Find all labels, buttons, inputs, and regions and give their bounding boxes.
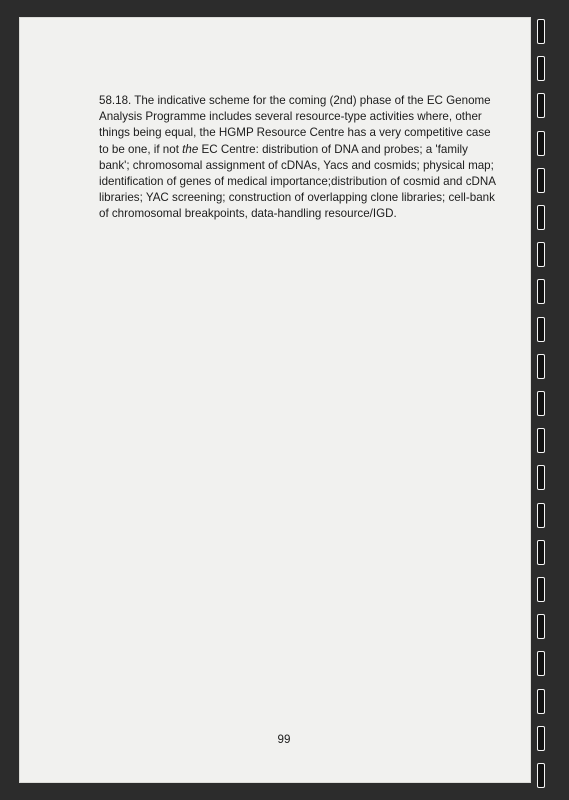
body-paragraph <box>99 93 499 223</box>
binding-slot <box>538 57 544 80</box>
binding-slot <box>538 727 544 750</box>
binding-slot <box>538 466 544 489</box>
paragraph-line: Analysis Programme includes several resource-type activities where, other <box>99 110 482 124</box>
paragraph-line: EC Centre: distribution of DNA and probes; a 'family <box>198 142 468 156</box>
page-number: 99 <box>277 733 291 746</box>
binding-slot <box>538 504 544 527</box>
binding-slot <box>538 652 544 675</box>
paragraph-line: of chromosomal breakpoints, data-handling resource/IGD. <box>99 207 397 221</box>
paragraph-line: 58.18. The indicative scheme for the coming (2nd) phase of the EC Genome <box>99 94 491 107</box>
binding-slot <box>538 318 544 341</box>
binding-slot <box>538 541 544 564</box>
binding-slot <box>538 690 544 713</box>
binding-slot <box>538 280 544 303</box>
document-page <box>19 17 531 783</box>
binding-slot <box>538 429 544 452</box>
paragraph-line: things being equal, the HGMP Resource Centre has a very competitive case <box>99 126 491 140</box>
paragraph-line: to be one, if not <box>99 142 183 156</box>
binding-slot <box>538 243 544 266</box>
binding-slot <box>538 578 544 601</box>
paragraph-line: libraries; YAC screening; construction of overlapping clone libraries; cell-bank <box>99 191 495 205</box>
comb-binding <box>535 0 569 800</box>
binding-slot <box>538 94 544 117</box>
binding-slot <box>538 206 544 229</box>
emphasis-word: the <box>182 142 199 156</box>
paragraph-line: identification of genes of medical importance;distribution of cosmid and cDNA <box>99 175 496 189</box>
binding-slot <box>538 20 544 43</box>
binding-slot <box>538 615 544 638</box>
binding-slot <box>538 169 544 192</box>
binding-slot <box>538 392 544 415</box>
binding-slot <box>538 132 544 155</box>
binding-slot <box>538 355 544 378</box>
paragraph-line: bank'; chromosomal assignment of cDNAs, Yacs and cosmids; physical map; <box>99 158 494 172</box>
binding-slot <box>538 764 544 787</box>
